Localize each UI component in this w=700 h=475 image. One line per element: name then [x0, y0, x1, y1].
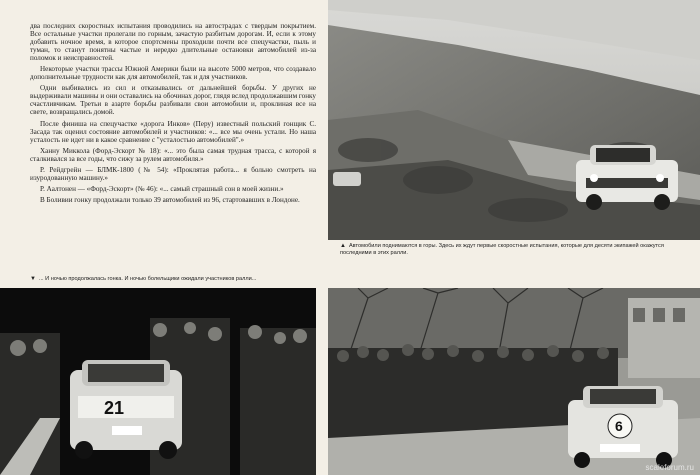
- photo-caption: [30, 276, 320, 283]
- caption-text: ... И ночью продолжалась гонка. И ночью болельщики ожидали участников ралли...: [38, 276, 257, 282]
- caption-text: Автомобили поднимаются в горы. Здесь их ждут первые скоростные испытания, которые для десяти экипажей окажутся последними в этих ралли.: [340, 243, 664, 256]
- article-text: [30, 22, 316, 254]
- car-number: 6: [615, 418, 623, 434]
- spectator-car: [333, 172, 361, 186]
- car-number: 21: [104, 398, 125, 418]
- paragraph: Р. Аалтонен — «Форд-Эскорт» (№ 46): «... самый страшный сон в моей жизни.»: [40, 184, 284, 193]
- paragraph: Ханну Миккола (Форд-Эскорт № 18): «... это была самая трудная трасса, с которой я сталкивался за все годы, что сижу за рулем автомобиля.»: [30, 146, 316, 163]
- triangle-up-icon: ▲: [340, 243, 346, 249]
- street-rally-photo: [328, 288, 700, 475]
- paragraph: В Боливии гонку продолжали только 39 автомобилей из 96, стартовавших в Лондоне.: [40, 195, 300, 204]
- night-rally-photo: [0, 288, 316, 475]
- watermark: scaleforum.ru: [645, 463, 694, 472]
- paragraph: После финиша на спецучастке «дорога Инков» (Перу) известный польский гонщик С. Засада так оценил состояние автомобилей и участников: «... все мы очень устали. Но наша усталость не идет ни в какое сравнение с "усталостью автомобилей".»: [30, 119, 316, 144]
- paragraph: Р. Рейдгрейн — БЛМК-1800 (№ 54): «Проклятая работа... я больно смотреть на изуродованную машину.»: [30, 165, 316, 182]
- paragraph: Некоторые участки трассы Южной Америки были на высоте 5000 метров, что создавало дополнительные трудности как для автомобилей, так и для участников.: [30, 65, 316, 82]
- rally-car: [568, 386, 678, 468]
- mountain-rally-photo: [328, 0, 700, 240]
- rally-car: [70, 360, 182, 459]
- triangle-down-icon: ▼: [30, 276, 36, 282]
- paragraph: Одни выбивались из сил и отказывались от дальнейшей борьбы. У других не выдерживали машины и они оставались на обочинах дорог, глядя вслед продолжавшим гонку счастливчикам. Третьи в азарте борьбы разбивали свои автомобили и, проклиная все на свете, возвращались домой.: [30, 84, 316, 117]
- paragraph: два последних скоростных испытания проводились на автострадах с твердым покрытием. Все остальные участки пролегали по горным, зачастую разбитым дорогам. И, если к этому добавить ночное время, в которое спортсмены проходили почти все спецучастки, пыль и туман, то станут понятны частые и нередко длительные остановки автомобилей из-за поломок и неисправностей.: [30, 22, 316, 63]
- photo-caption: [340, 243, 670, 257]
